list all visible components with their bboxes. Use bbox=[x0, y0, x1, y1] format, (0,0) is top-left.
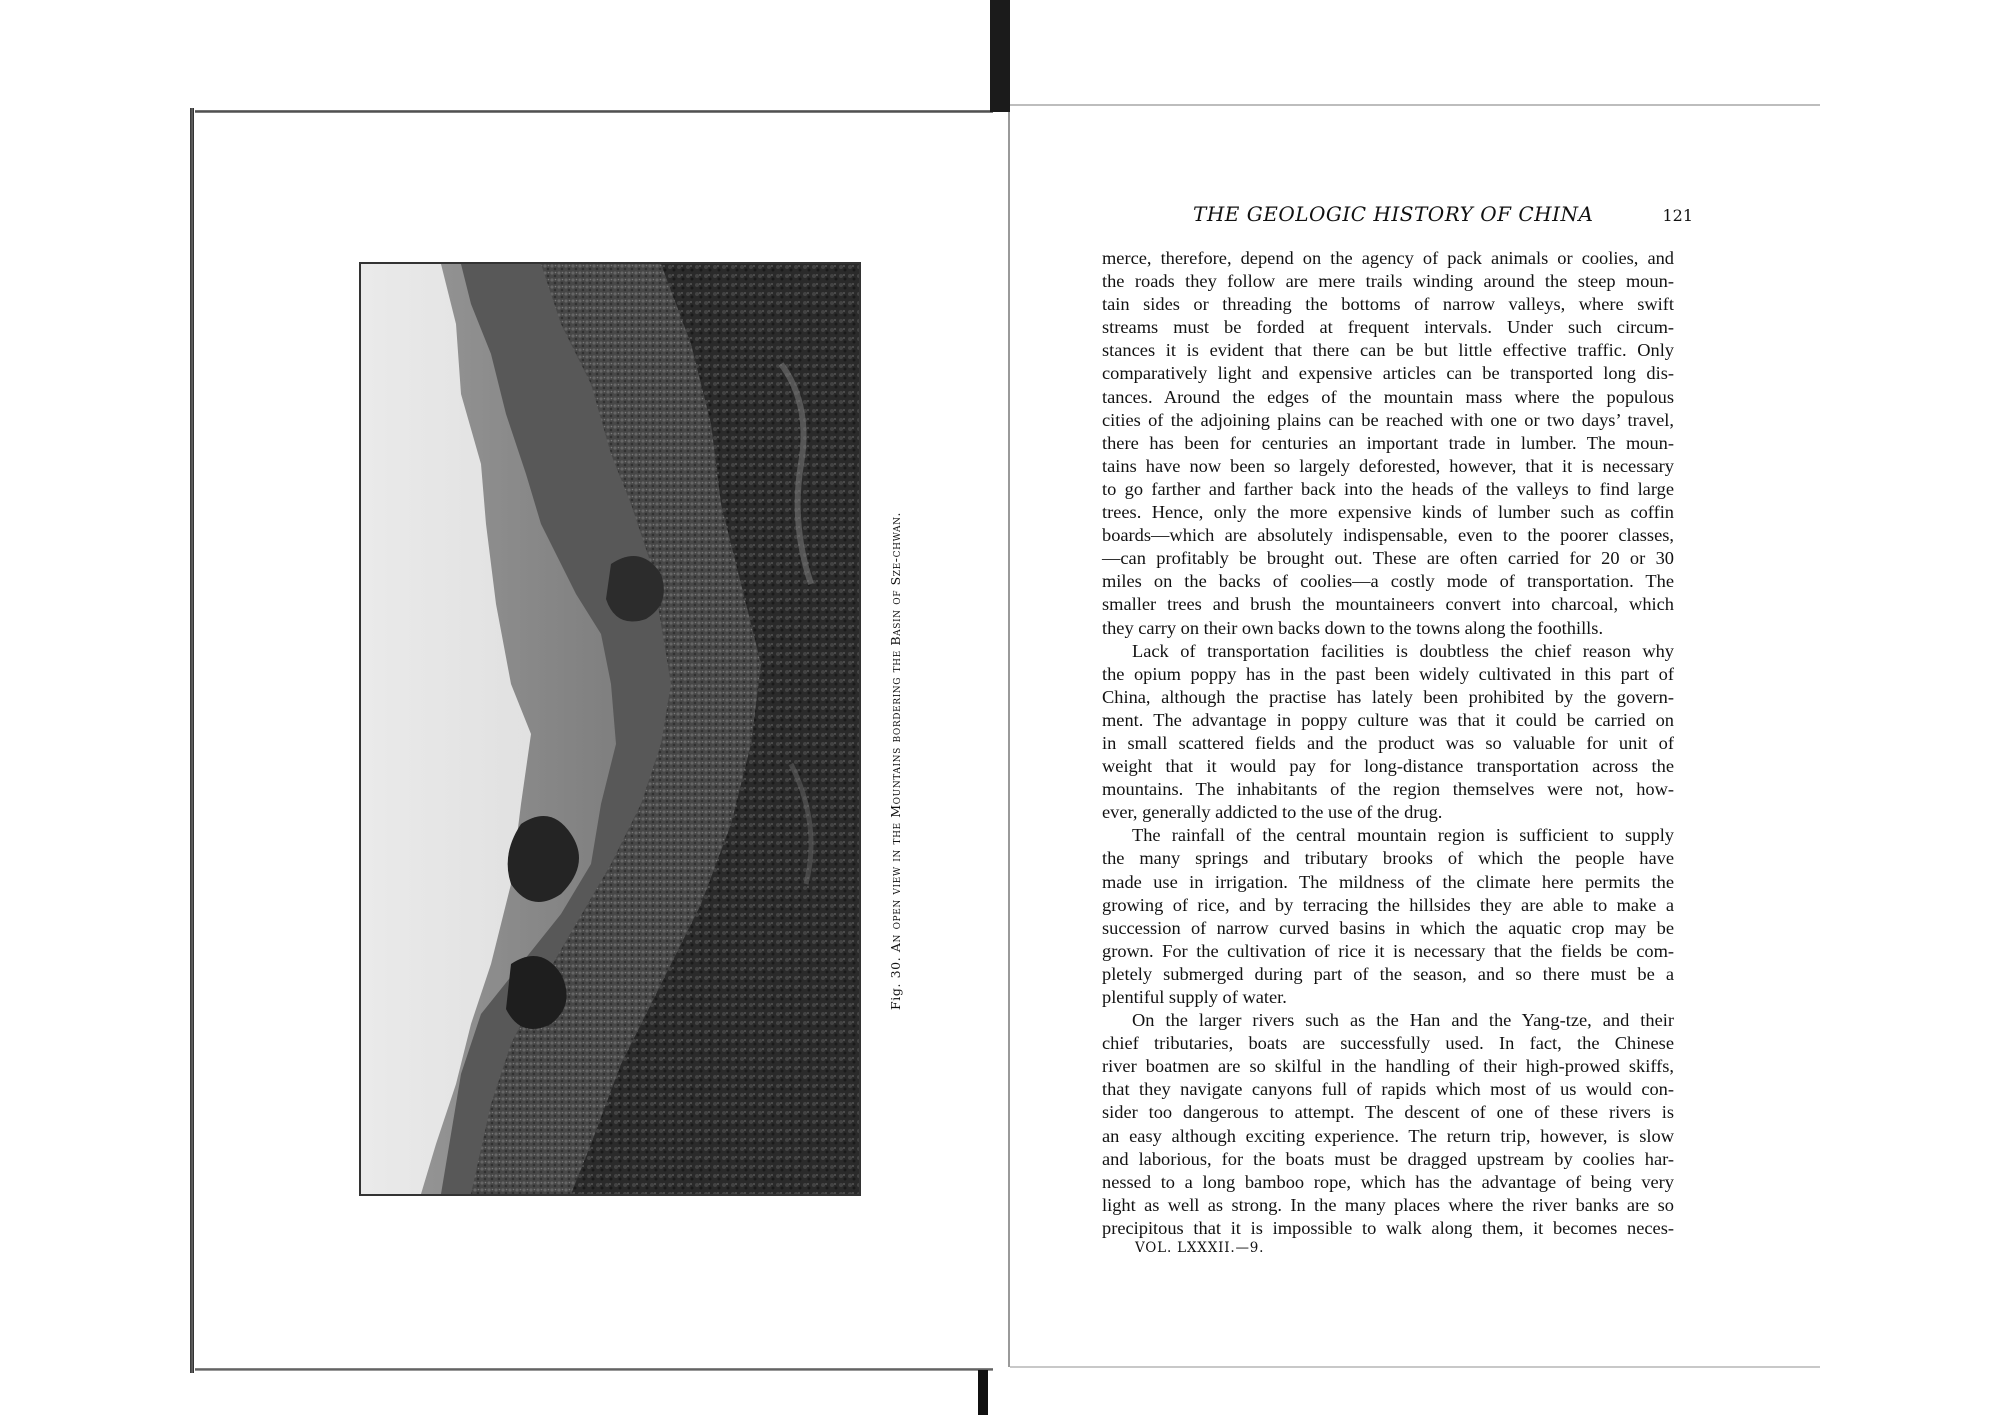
text-line: light as well as strong. In the many places where the river banks are so bbox=[1102, 1194, 1674, 1215]
text-line: ment. The advantage in poppy culture was that it could be carried on bbox=[1102, 709, 1674, 730]
figure-caption bbox=[888, 512, 903, 1010]
text-line: Lack of transportation facilities is doubtless the chief reason why bbox=[1132, 640, 1674, 661]
text-line: to go farther and farther back into the heads of the valleys to find large bbox=[1102, 478, 1674, 499]
text-line: succession of narrow curved basins in which the aquatic crop may be bbox=[1102, 917, 1674, 938]
text-line: miles on the backs of coolies—a costly mode of transportation. The bbox=[1102, 571, 1674, 592]
body-text bbox=[1102, 247, 1674, 1240]
text-line: the many springs and tributary brooks of which the people have bbox=[1102, 848, 1674, 869]
text-line: and laborious, for the boats must be dragged upstream by coolies har- bbox=[1102, 1148, 1674, 1169]
text-line: nessed to a long bamboo rope, which has the advantage of being very bbox=[1102, 1171, 1674, 1192]
text-line: trees. Hence, only the more expensive kinds of lumber such as coffin bbox=[1102, 502, 1674, 523]
text-line: China, although the practise has lately been prohibited by the govern- bbox=[1102, 686, 1674, 707]
text-line: The rainfall of the central mountain region is sufficient to supply bbox=[1132, 825, 1674, 846]
text-line: streams must be forded at frequent intervals. Under such circum- bbox=[1102, 317, 1674, 338]
text-line: the opium poppy has in the past been widely cultivated in this part of bbox=[1102, 663, 1674, 684]
left-page-edge bbox=[190, 108, 194, 1373]
text-line: there has been for centuries an important trade in lumber. The moun- bbox=[1102, 432, 1674, 453]
running-head: THE GEOLOGIC HISTORY OF CHINA bbox=[1193, 202, 1594, 226]
text-line: boards—which are absolutely indispensable, even to the poorer classes, bbox=[1102, 525, 1674, 546]
text-line: pletely submerged during part of the season, and so there must be a bbox=[1102, 963, 1674, 984]
figure-caption-text: An open view in the Mountains bordering the Basin of Sze-chwan. bbox=[888, 511, 903, 953]
mountain-landscape-image bbox=[361, 264, 859, 1194]
binding-gutter-line bbox=[1008, 112, 1010, 1367]
text-line: tances. Around the edges of the mountain mass where the populous bbox=[1102, 386, 1674, 407]
right-page-bottom-edge bbox=[1010, 1366, 1820, 1368]
page-number: 121 bbox=[1662, 206, 1693, 225]
text-line: smaller trees and brush the mountaineers convert into charcoal, which bbox=[1102, 594, 1674, 615]
text-line: an easy although exciting experience. The return trip, however, is slow bbox=[1102, 1125, 1674, 1146]
text-line: cities of the adjoining plains can be reached with one or two days’ travel, bbox=[1102, 409, 1674, 430]
binding-gutter-bottom bbox=[978, 1370, 988, 1415]
text-line: weight that it would pay for long-distance transportation across the bbox=[1102, 756, 1674, 777]
text-line: plentiful supply of water. bbox=[1102, 987, 1287, 1007]
text-line: growing of rice, and by terracing the hillsides they are able to make a bbox=[1102, 894, 1674, 915]
binding-gutter-top bbox=[990, 0, 1010, 112]
text-line: the roads they follow are mere trails winding around the steep moun- bbox=[1102, 271, 1674, 292]
text-line: that they navigate canyons full of rapids which most of us would con- bbox=[1102, 1079, 1674, 1100]
figure-caption-prefix: Fig. 30. bbox=[888, 956, 903, 1010]
text-line: precipitous that it is impossible to walk along them, it becomes neces- bbox=[1102, 1217, 1674, 1238]
text-line: ever, generally addicted to the use of the drug. bbox=[1102, 802, 1443, 823]
text-line: comparatively light and expensive articles can be transported long dis- bbox=[1102, 363, 1674, 384]
text-line: merce, therefore, depend on the agency of pack animals or coolies, and bbox=[1102, 248, 1674, 268]
text-line: tain sides or threading the bottoms of narrow valleys, where swift bbox=[1102, 294, 1674, 315]
text-line: made use in irrigation. The mildness of the climate here permits the bbox=[1102, 871, 1674, 892]
text-line: On the larger rivers such as the Han and the Yang-tze, and their bbox=[1132, 1010, 1674, 1031]
mountain-photograph bbox=[359, 262, 861, 1196]
left-page-top-edge bbox=[195, 110, 993, 113]
right-page-top-edge bbox=[1010, 104, 1820, 106]
text-line: mountains. The inhabitants of the region themselves were not, how- bbox=[1102, 779, 1674, 800]
text-line: —can profitably be brought out. These are often carried for 20 or 30 bbox=[1102, 548, 1674, 569]
text-line: in small scattered fields and the product was so valuable for unit of bbox=[1102, 732, 1674, 753]
text-line: chief tributaries, boats are successfully used. In fact, the Chinese bbox=[1102, 1033, 1674, 1054]
signature-mark: VOL. LXXXII.—9. bbox=[1135, 1240, 1265, 1256]
text-line: grown. For the cultivation of rice it is necessary that the fields be com- bbox=[1102, 940, 1674, 961]
text-line: river boatmen are so skilful in the handling of their high-prowed skiffs, bbox=[1102, 1056, 1674, 1077]
text-line: tains have now been so largely deforested, however, that it is necessary bbox=[1102, 455, 1674, 476]
left-page-bottom-edge bbox=[195, 1368, 993, 1371]
text-line: sider too dangerous to attempt. The descent of one of these rivers is bbox=[1102, 1102, 1674, 1123]
text-line: stances it is evident that there can be but little effective traffic. Only bbox=[1102, 340, 1674, 361]
text-line: they carry on their own backs down to the towns along the foothills. bbox=[1102, 617, 1604, 638]
